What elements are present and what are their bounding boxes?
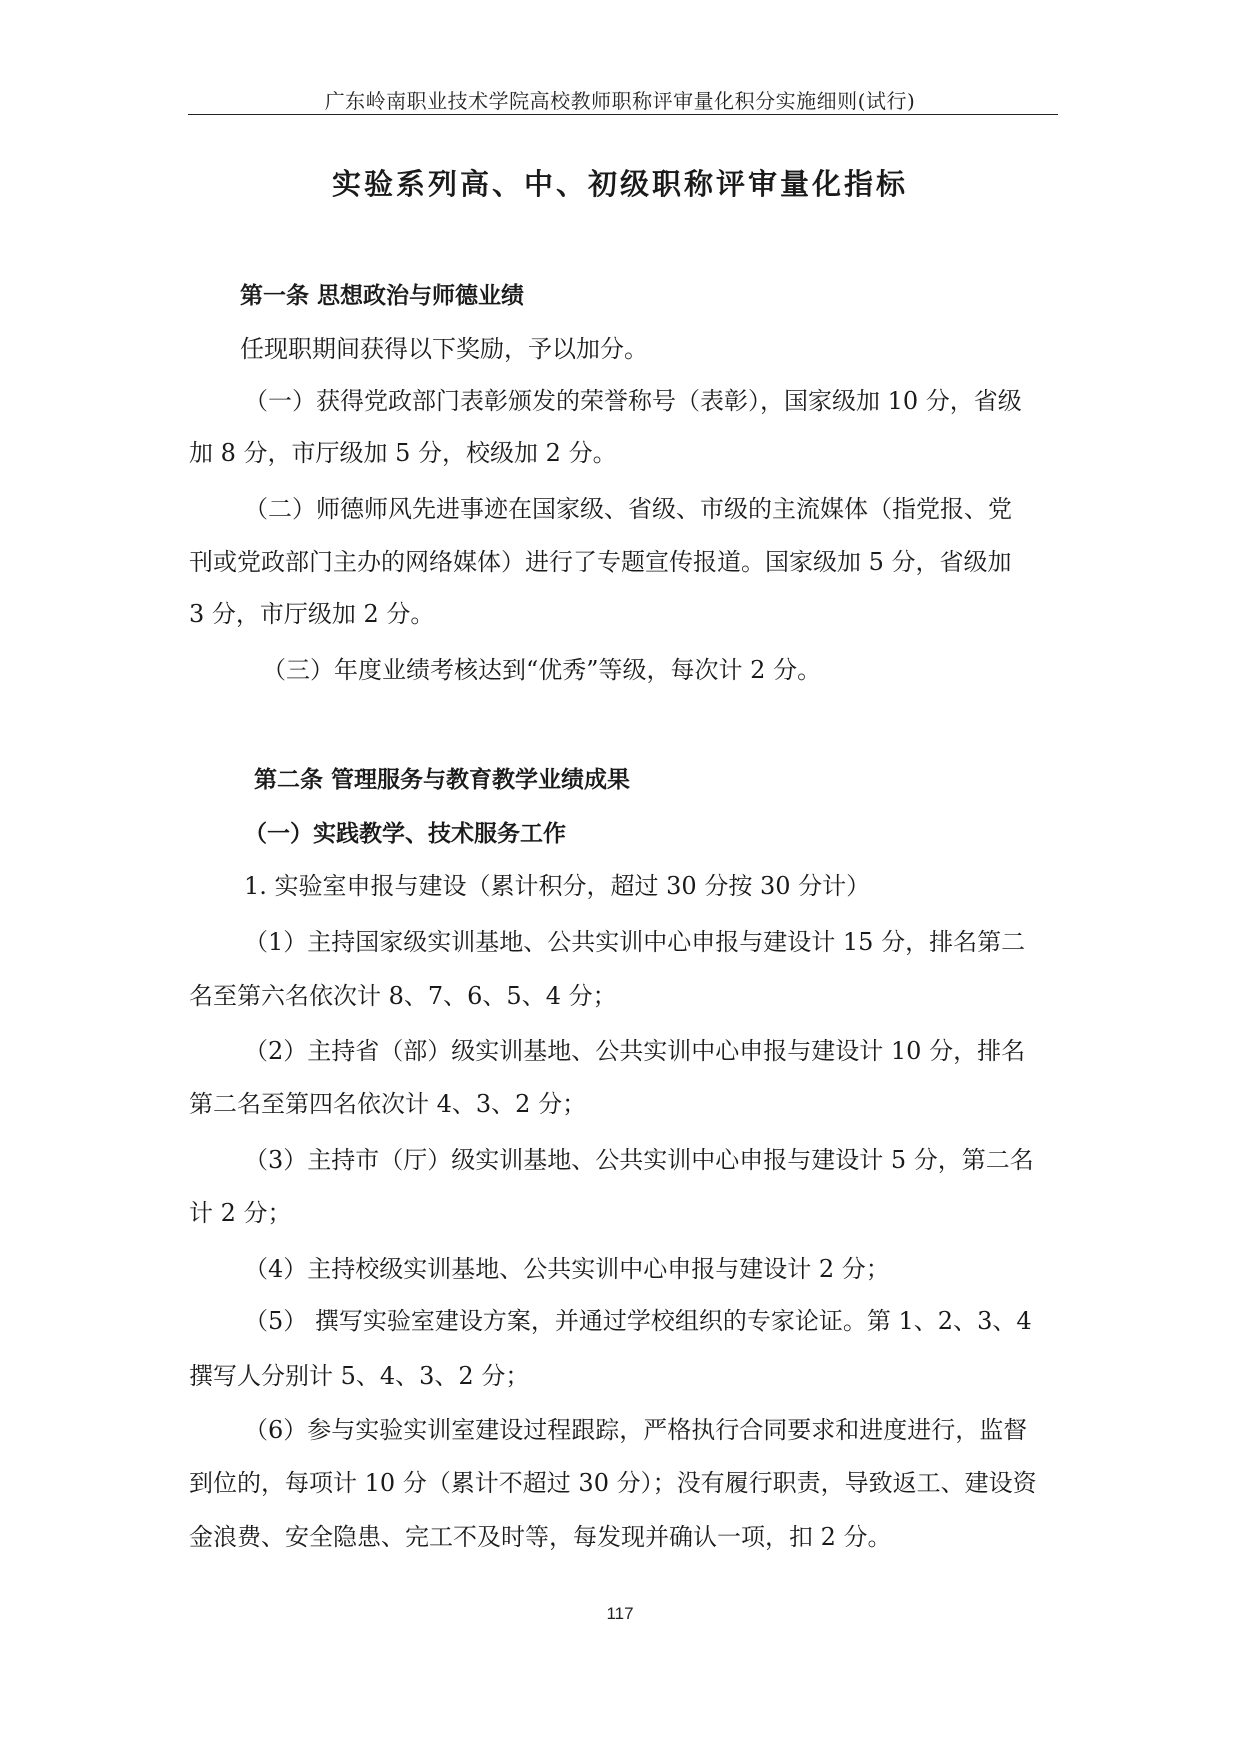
paragraph-line: 到位的，每项计 10 分（累计不超过 30 分）；没有履行职责，导致返工、建设资 — [189, 1469, 1037, 1497]
subsection-heading: （一）实践教学、技术服务工作 — [244, 821, 566, 847]
paragraph-line: 刊或党政部门主办的网络媒体）进行了专题宣传报道。国家级加 5 分，省级加 — [189, 548, 1012, 576]
paragraph-line: 加 8 分，市厅级加 5 分，校级加 2 分。 — [189, 439, 617, 467]
paragraph-line: （3）主持市（厅）级实训基地、公共实训中心申报与建设计 5 分，第二名 — [244, 1146, 1034, 1174]
paragraph-line: （三）年度业绩考核达到“优秀”等级，每次计 2 分。 — [262, 656, 822, 684]
paragraph-line: 计 2 分； — [189, 1199, 292, 1227]
paragraph-line: 3 分，市厅级加 2 分。 — [189, 600, 435, 628]
paragraph-line: （5） 撰写实验室建设方案，并通过学校组织的专家论证。第 1、2、3、4 — [244, 1307, 1032, 1335]
paragraph-line: 金浪费、安全隐患、完工不及时等，每发现并确认一项，扣 2 分。 — [189, 1523, 892, 1551]
paragraph-line: （6）参与实验实训室建设过程跟踪，严格执行合同要求和进度进行，监督 — [244, 1416, 1028, 1444]
paragraph-line: （1）主持国家级实训基地、公共实训中心申报与建设计 15 分，排名第二 — [244, 928, 1026, 956]
paragraph-line: 任现职期间获得以下奖励，予以加分。 — [240, 335, 648, 363]
running-header: 广东岭南职业技术学院高校教师职称评审量化积分实施细则(试行) — [324, 89, 916, 113]
document-title: 实验系列高、中、初级职称评审量化指标 — [331, 167, 908, 201]
paragraph-line: 名至第六名依次计 8、7、6、5、4 分； — [189, 982, 617, 1010]
paragraph-line: 第二名至第四名依次计 4、3、2 分； — [189, 1090, 587, 1118]
section-heading-2: 第二条 管理服务与教育教学业绩成果 — [254, 767, 631, 793]
paragraph-line: （一）获得党政部门表彰颁发的荣誉称号（表彰），国家级加 10 分，省级 — [244, 387, 1022, 415]
header-rule — [188, 114, 1058, 115]
paragraph-line: 1. 实验室申报与建设（累计积分，超过 30 分按 30 分计） — [244, 872, 871, 900]
page-number: 117 — [606, 1604, 634, 1623]
paragraph-line: （4）主持校级实训基地、公共实训中心申报与建设计 2 分； — [244, 1255, 890, 1283]
paragraph-line: （二）师德师风先进事迹在国家级、省级、市级的主流媒体（指党报、党 — [244, 495, 1012, 523]
paragraph-line: 撰写人分别计 5、4、3、2 分； — [189, 1362, 530, 1390]
paragraph-line: （2）主持省（部）级实训基地、公共实训中心申报与建设计 10 分，排名 — [244, 1037, 1026, 1065]
section-heading-1: 第一条 思想政治与师德业绩 — [240, 283, 525, 309]
